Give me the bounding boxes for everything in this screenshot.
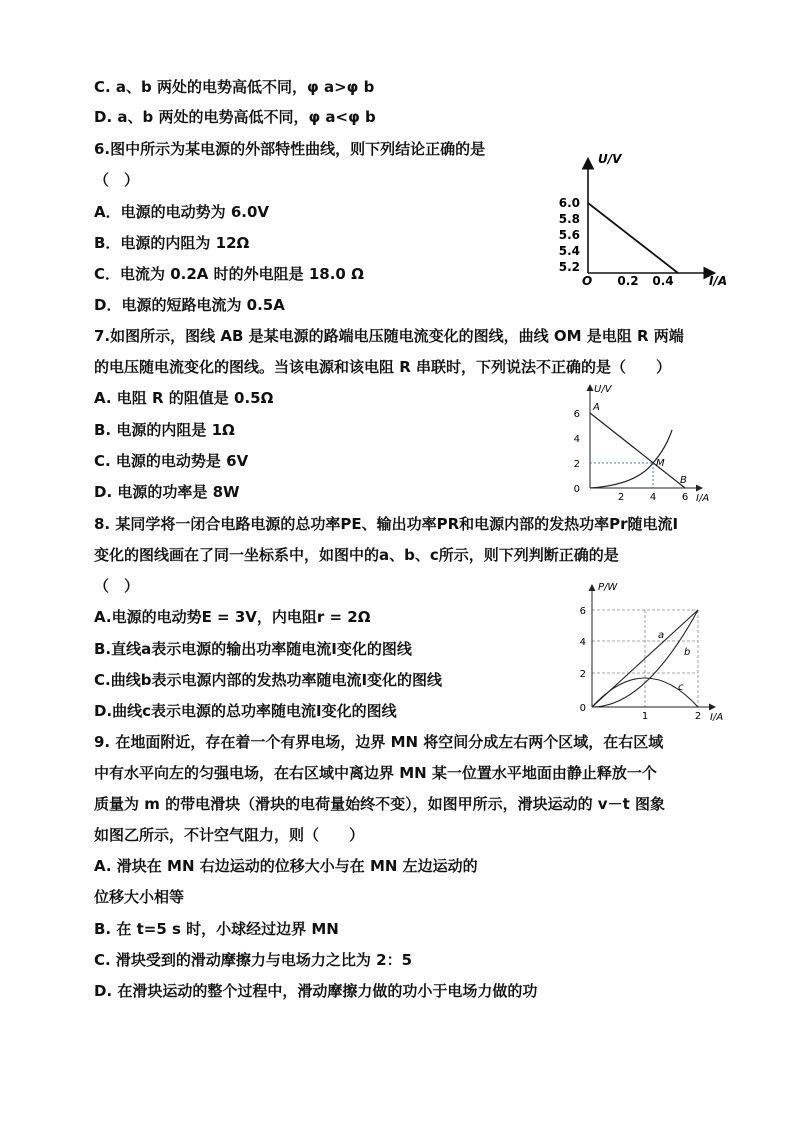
q9-stem-line2: 中有水平向左的匀强电场，在右区域中离边界 MN 某一位置水平地面由静止释放一个 [94,764,657,782]
curve-b-label: b [684,647,691,658]
q9-stem-line1: 9. 在地面附近，存在着一个有界电场，边界 MN 将空间分成左右两个区域，在右区域 [94,733,664,751]
y-tick-label: 0 [573,484,580,495]
q8-stem-line2: 变化的图线画在了同一坐标系中，如图中的a、b、c所示，则下列判断正确的是 [94,546,619,564]
q6-stem: 6.图中所示为某电源的外部特性曲线，则下列结论正确的是 [94,140,486,158]
characteristic-line [588,203,678,273]
y-tick-label: 2 [573,459,580,470]
point-b-label: B [680,475,687,486]
y-tick-label: 5.8 [558,212,580,226]
q6-option-a: A．电源的电动势为 6.0V [94,203,270,221]
q8-stem-line1: 8. 某同学将一闭合电路电源的总功率PE、输出功率PR和电源内部的发热功率Pr随电流I [94,515,679,533]
q9-option-d: D. 在滑块运动的整个过程中，滑动摩擦力做的功小于电场力做的功 [94,982,538,1000]
x-tick-label: 1 [641,711,649,722]
q8-option-c: C.曲线b表示电源内部的发热功率随电流I变化的图线 [94,671,443,689]
x-tick-label: 2 [617,492,625,503]
y-tick-label: 5.2 [558,260,580,274]
x-tick-label: 0.4 [652,274,674,288]
curve-a-label: a [658,630,665,641]
origin-label: O [582,274,593,288]
y-tick-label: 6 [579,606,586,617]
y-tick-label: 5.6 [558,228,580,242]
q7-option-d: D. 电源的功率是 8W [94,483,240,501]
y-tick-label: 4 [573,434,580,445]
y-tick-label: 6.0 [558,196,580,210]
q9-option-c: C. 滑块受到的滑动摩擦力与电场力之比为 2：5 [94,951,413,969]
y-axis-label: U/V [598,152,622,166]
q5-option-c: C. a、b 两处的电势高低不同，φ a>φ b [94,78,375,96]
q9-option-a-line2: 位移大小相等 [94,888,185,906]
q7-option-a: A. 电阻 R 的阻值是 0.5Ω [94,389,274,407]
q8-option-b: B.直线a表示电源的输出功率随电流I变化的图线 [94,640,412,658]
q6-answer-bracket: （ ） [94,171,140,189]
x-axis-label: I/A [696,493,710,504]
x-axis-label: I/A [709,274,728,288]
q9-stem-line3: 质量为 m 的带电滑块（滑块的电荷量始终不变），如图甲所示，滑块运动的 v－t 图象 [94,795,665,813]
q7-option-c: C. 电源的电动势是 6V [94,452,249,470]
q7-stem-line1: 7.如图所示，图线 AB 是某电源的路端电压随电流变化的图线，曲线 OM 是电阻 R 两端 [94,327,684,345]
graph-external-characteristic [548,148,738,293]
q9-stem-line4: 如图乙所示，不计空气阻力，则（ ） [94,826,365,844]
point-a-label: A [593,402,600,413]
y-tick-label: 0 [579,703,586,714]
y-tick-label: 5.4 [558,244,580,258]
q6-option-b: B．电源的内阻为 12Ω [94,234,250,252]
q8-option-d: D.曲线c表示电源的总功率随电流I变化的图线 [94,702,397,720]
q9-option-a-line1: A. 滑块在 MN 右边运动的位移大小与在 MN 左边运动的 [94,857,478,875]
y-tick-label: 4 [579,637,586,648]
q8-answer-bracket: （ ） [94,577,140,595]
y-axis-label: P/W [598,582,618,593]
q9-option-b: B. 在 t=5 s 时，小球经过边界 MN [94,920,339,938]
x-axis-label: I/A [710,712,724,723]
q8-option-a: A.电源的电动势E = 3V，内电阻r = 2Ω [94,608,371,626]
x-tick-label: 4 [649,492,657,503]
q7-option-b: B. 电源的内阻是 1Ω [94,421,235,439]
graph-source-and-resistor [556,380,726,505]
q6-option-c: C．电流为 0.2A 时的外电阻是 18.0 Ω [94,265,364,283]
curve-c-label: c [678,682,684,693]
x-tick-label: 0.2 [617,274,639,288]
y-axis-label: U/V [594,384,612,395]
y-tick-label: 6 [573,409,580,420]
q5-option-d: D. a、b 两处的电势高低不同，φ a<φ b [94,108,376,126]
x-tick-label: 6 [681,492,689,503]
x-tick-label: 2 [694,711,702,722]
point-m-label: M [656,458,665,469]
graph-power-current [574,576,734,726]
q6-option-d: D．电源的短路电流为 0.5A [94,296,285,314]
q7-stem-line2: 的电压随电流变化的图线。当该电源和该电阻 R 串联时，下列说法不正确的是（ ） [94,358,671,376]
y-tick-label: 2 [579,669,586,680]
